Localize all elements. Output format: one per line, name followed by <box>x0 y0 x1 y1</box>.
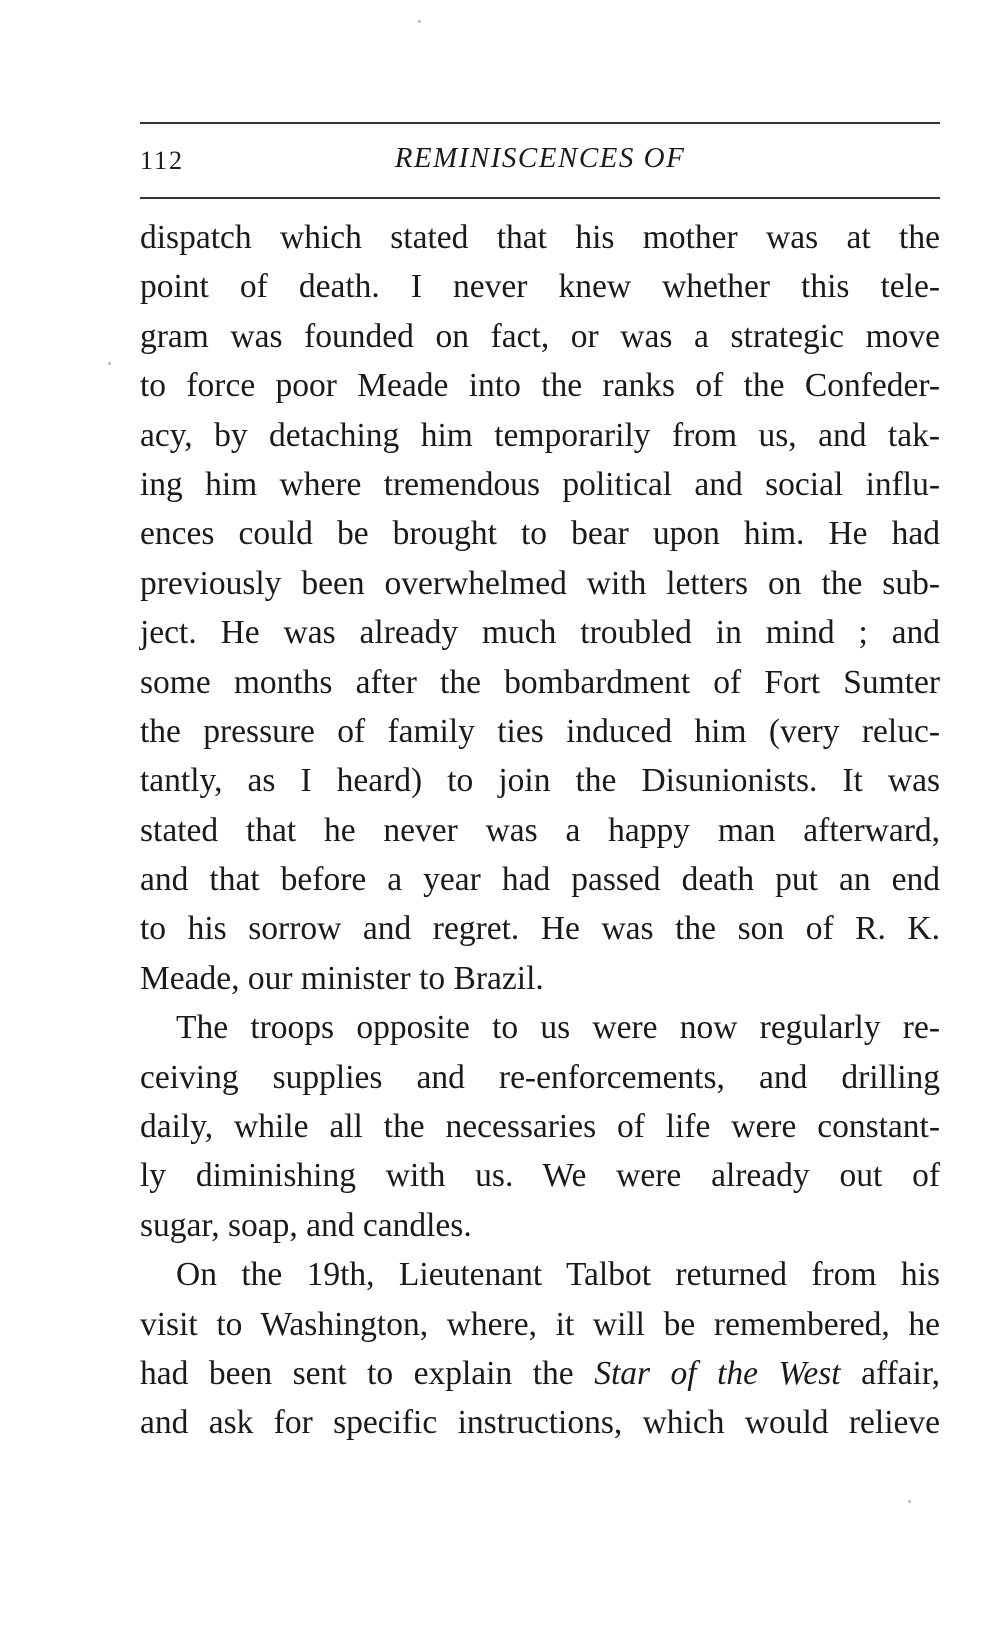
page-number: 112 <box>140 146 185 175</box>
italic-title: Star of the West <box>594 1354 841 1392</box>
running-title: REMINISCENCES OF <box>394 142 686 174</box>
text-line: the pressure of family ties induced him (very reluc- <box>140 712 940 750</box>
scan-speck <box>418 20 421 23</box>
text-line: ly diminishing with us. We were already out of <box>140 1157 940 1195</box>
text-line: sugar, soap, and candles. <box>140 1206 472 1244</box>
text-line: some months after the bombardment of Fort Sumter <box>140 663 940 701</box>
text-line: ceiving supplies and re-enforcements, and drilling <box>140 1058 940 1096</box>
text-line: acy, by detaching him temporarily from us, and tak- <box>140 416 940 454</box>
text-line: to his sorrow and regret. He was the son of R. K. <box>140 910 940 948</box>
text-line: The troops opposite to us were now regularly re- <box>176 1009 940 1047</box>
header-top-rule <box>140 122 940 124</box>
text-line: tantly, as I heard) to join the Disunionists. It was <box>140 762 940 800</box>
header-bottom-rule <box>140 197 940 199</box>
text-line: ences could be brought to bear upon him. He had <box>140 515 940 553</box>
text-line: visit to Washington, where, it will be remembered, he <box>140 1305 940 1343</box>
text-line: previously been overwhelmed with letters on the sub- <box>140 564 940 602</box>
text-fragment: affair, <box>861 1354 941 1392</box>
text-fragment: had been sent to explain the <box>140 1354 574 1392</box>
text-line: daily, while all the necessaries of life were constant- <box>140 1108 940 1146</box>
text-line: and that before a year had passed death put an end <box>140 861 940 899</box>
text-line: dispatch which stated that his mother was at the <box>140 219 940 256</box>
text-line: ject. He was already much troubled in mind ; and <box>140 614 940 652</box>
body-text <box>140 213 940 1448</box>
scan-speck <box>908 1500 911 1503</box>
text-line-with-italic <box>140 1349 940 1398</box>
text-line: gram was founded on fact, or was a strategic move <box>140 317 940 355</box>
text-line: point of death. I never knew whether this tele- <box>140 268 940 306</box>
text-line: ing him where tremendous political and social influ- <box>140 465 940 503</box>
running-head <box>140 140 940 180</box>
text-line: stated that he never was a happy man afterward, <box>140 811 940 849</box>
text-line: to force poor Meade into the ranks of the Confeder- <box>140 367 940 405</box>
text-line: On the 19th, Lieutenant Talbot returned from his <box>176 1256 940 1294</box>
text-line: Meade, our minister to Brazil. <box>140 959 544 997</box>
text-line: and ask for specific instructions, which would relieve <box>140 1404 940 1442</box>
scan-speck <box>108 362 111 365</box>
